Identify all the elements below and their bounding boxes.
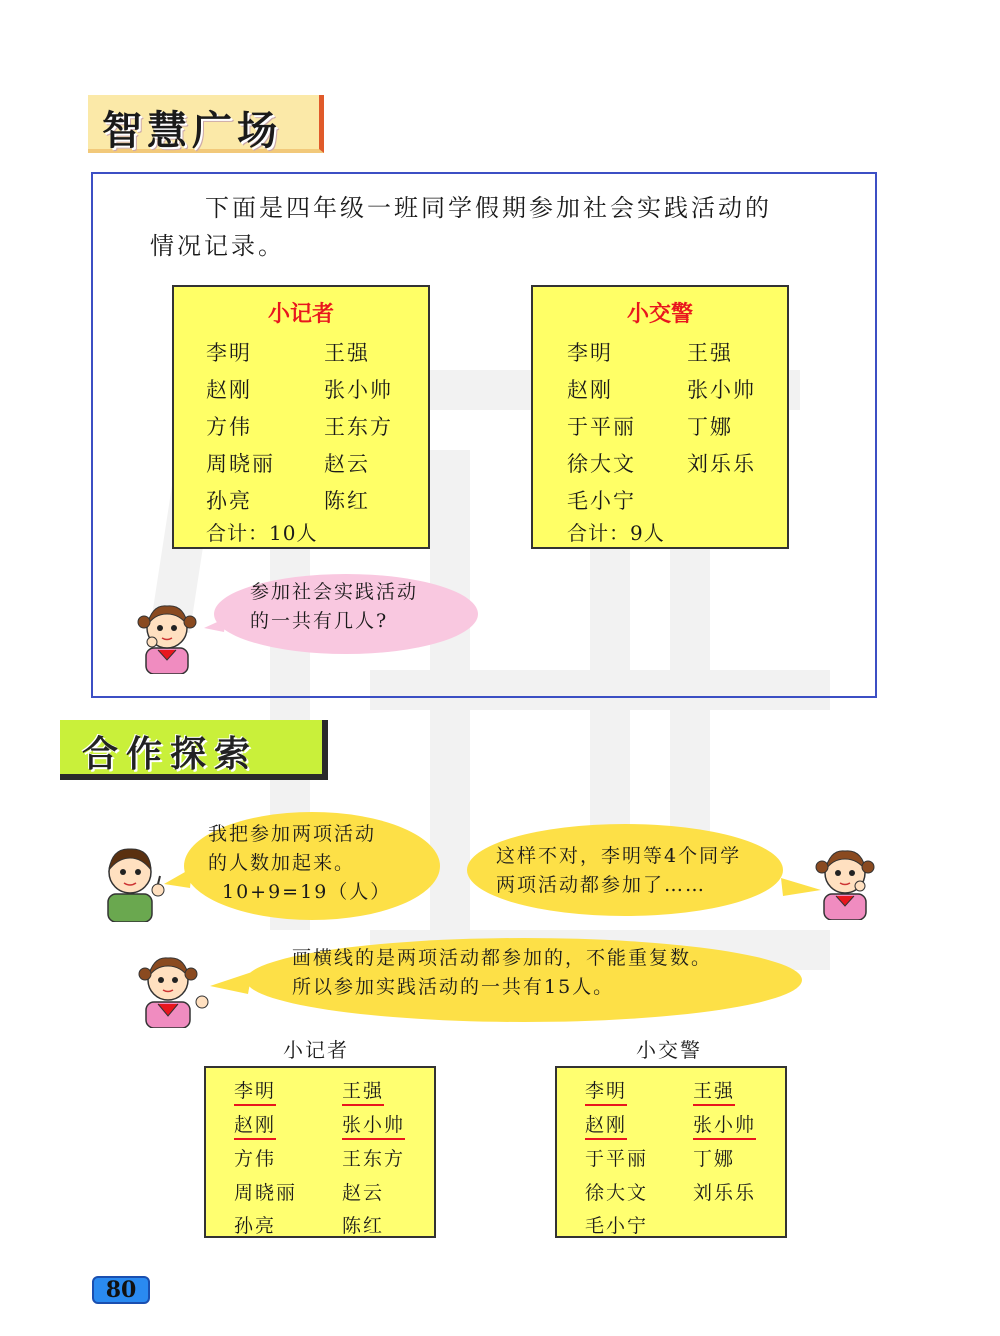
name: 丁娜	[687, 415, 733, 439]
name: 陈红	[342, 1215, 385, 1237]
name-underlined: 赵刚	[585, 1114, 627, 1140]
name-underlined: 王强	[693, 1080, 735, 1106]
name: 赵云	[342, 1182, 385, 1204]
card-traffic-police	[531, 285, 789, 549]
name: 徐大文	[567, 452, 636, 476]
name: 王强	[324, 341, 370, 365]
card-total: 合计：10人	[206, 521, 318, 545]
name: 赵刚	[567, 378, 613, 402]
name: 陈红	[324, 489, 370, 513]
girl-explaining-illustration	[132, 948, 212, 1028]
name: 毛小宁	[585, 1215, 649, 1237]
section-title-cooperative-exploration	[60, 720, 328, 780]
bubble-girl-right-line-2: 两项活动都参加了……	[496, 874, 707, 896]
name-underlined: 张小帅	[693, 1114, 756, 1140]
name: 方伟	[234, 1148, 277, 1170]
girl-thinking-illustration	[132, 598, 202, 674]
name: 张小帅	[687, 378, 756, 402]
table-reporters	[204, 1066, 436, 1238]
section-title-text: 智慧广场	[102, 108, 282, 154]
page-number: 80	[92, 1276, 150, 1304]
table-title-reporters: 小记者	[283, 1038, 349, 1062]
girl-right-illustration	[810, 842, 880, 920]
card-title: 小记者	[267, 302, 334, 327]
name: 方伟	[206, 415, 252, 439]
table-title-traffic-police: 小交警	[636, 1038, 702, 1062]
card-reporters	[172, 285, 430, 549]
name: 周晓丽	[206, 452, 275, 476]
name: 徐大文	[585, 1182, 649, 1204]
bubble-girl-bottom-line-2: 所以参加实践活动的一共有15人。	[292, 976, 615, 998]
bubble-boy-line-3: 10+9=19（人）	[222, 881, 392, 903]
boy-illustration	[96, 840, 170, 922]
name-underlined: 李明	[585, 1080, 627, 1106]
name: 周晓丽	[234, 1182, 298, 1204]
name: 毛小宁	[567, 489, 636, 513]
name: 刘乐乐	[687, 452, 756, 476]
bubble-boy-line-2: 的人数加起来。	[208, 852, 356, 874]
intro-line-1: 下面是四年级一班同学假期参加社会实践活动的	[205, 194, 772, 222]
table-traffic-police	[555, 1066, 787, 1238]
intro-line-2: 情况记录。	[150, 232, 285, 260]
name: 孙亮	[234, 1215, 277, 1237]
section-title-wisdom-square	[88, 95, 324, 153]
name: 于平丽	[585, 1148, 649, 1170]
name: 王东方	[324, 415, 393, 439]
bubble-girl-right-line-1: 这样不对，李明等4个同学	[496, 845, 742, 867]
section-title-text: 合作探索	[82, 734, 259, 775]
name-underlined: 赵刚	[234, 1114, 276, 1140]
name-underlined: 王强	[342, 1080, 384, 1106]
bubble-girl-bottom-line-1: 画横线的是两项活动都参加的，不能重复数。	[292, 947, 713, 969]
name: 李明	[206, 341, 252, 365]
name: 赵刚	[206, 378, 252, 402]
name: 张小帅	[324, 378, 393, 402]
name: 王东方	[342, 1148, 406, 1170]
card-total: 合计：9人	[567, 521, 665, 545]
card-title: 小交警	[626, 302, 693, 327]
name: 于平丽	[567, 415, 636, 439]
name: 李明	[567, 341, 613, 365]
name: 丁娜	[693, 1148, 736, 1170]
name-underlined: 张小帅	[342, 1114, 405, 1140]
name: 孙亮	[206, 489, 252, 513]
name: 刘乐乐	[693, 1182, 757, 1204]
bubble-question-line-1: 参加社会实践活动	[250, 581, 419, 603]
name: 赵云	[324, 452, 370, 476]
bubble-question-line-2: 的一共有几人?	[250, 610, 389, 632]
bubble-boy-line-1: 我把参加两项活动	[208, 823, 377, 845]
name: 王强	[687, 341, 733, 365]
name-underlined: 李明	[234, 1080, 276, 1106]
